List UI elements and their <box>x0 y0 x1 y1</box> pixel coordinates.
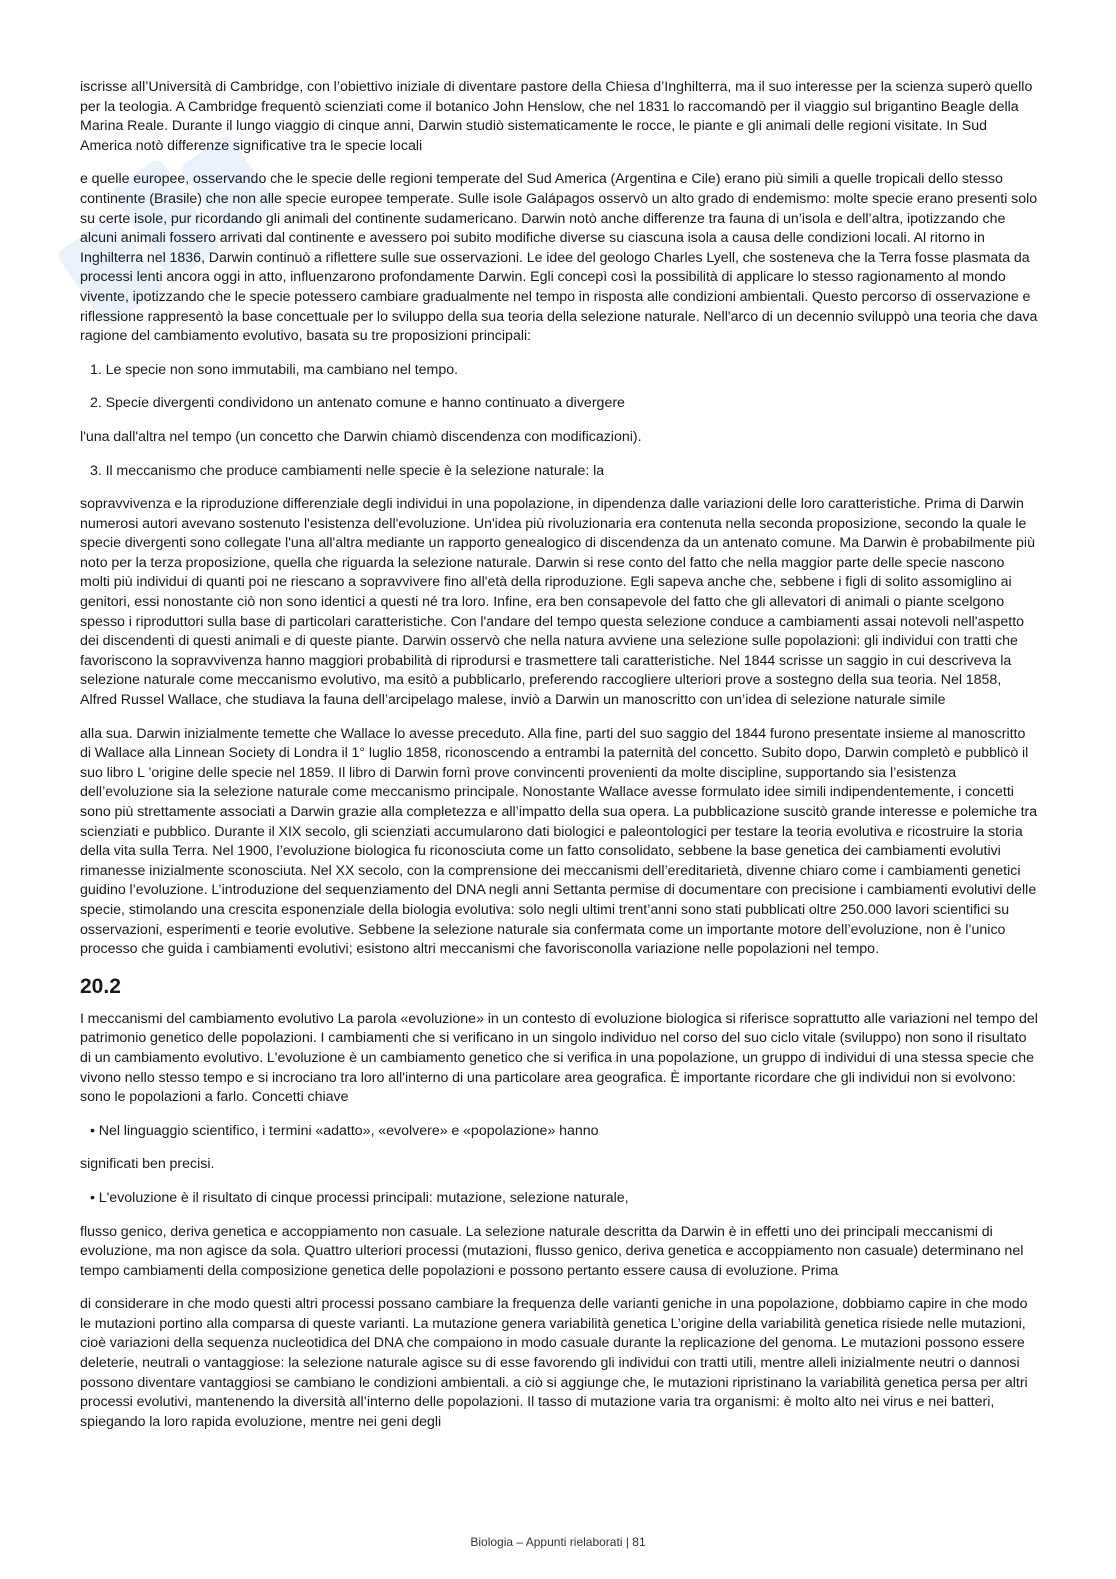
paragraph: e quelle europee, osservando che le specie delle regioni temperate del Sud America (Argentina e Cile) erano più simili a quelle tropicali dello stesso continente (Brasile) che non alle specie europee temperate. Sulle isole Galápagos osservò un alto grado di endemismo: molte specie erano presenti solo su certe isole, pur ricordando gli animali del continente sudamericano. Darwin notò anche differenze tra fauna di un’isola e dell’altra, ipotizzando che alcuni animali fossero arrivati dal continente e avessero poi subito modifiche diverse su ciascuna isola a causa delle condizioni locali. Al ritorno in Inghilterra nel 1836, Darwin continuò a riflettere sulle sue osservazioni. Le idee del geologo Charles Lyell, che sosteneva che la Terra fosse plasmata da processi lenti ancora oggi in atto, influenzarono profondamente Darwin. Egli concepì così la possibilità di applicare lo stesso ragionamento al mondo vivente, ipotizzando che le specie potessero cambiare gradualmente nel tempo in risposta alle condizioni ambientali. Questo percorso di osservazione e riflessione rappresentò la base concettuale per lo sviluppo della sua teoria della selezione naturale. Nell'arco di un decennio sviluppò una teoria che dava ragione del cambiamento evolutivo, basata su tre proposizioni principali: <box>80 171 1038 345</box>
paragraph: l'una dall'altra nel tempo (un concetto che Darwin chiamò discendenza con modificazioni). <box>80 428 642 445</box>
paragraph: alla sua. Darwin inizialmente temette che Wallace lo avesse preceduto. Alla fine, parti del suo saggio del 1844 furono presentate insieme al manoscritto di Wallace alla Linnean Society di Londra il 1° luglio 1858, riconoscendo a entrambi la paternità del concetto. Subito dopo, Darwin completò e pubblicò il suo libro L ’origine delle specie nel 1859. Il libro di Darwin fornì prove convincenti provenienti da molte discipline, supportando sia l’esistenza dell’evoluzione sia la selezione naturale come meccanismo principale. Nonostante Wallace avesse formulato idee simili indipendentemente, i concetti sono più strettamente associati a Darwin grazie alla completezza e all’impatto della sua opera. La pubblicazione suscitò grande interesse e polemiche tra scienziati e pubblico. Durante il XIX secolo, gli scienziati accumularono dati biologici e paleontologici per testare la teoria evolutiva e ricostruire la storia della vita sulla Terra. Nel 1900, l’evoluzione biologica fu riconosciuta come un fatto consolidato, sebbene la base genetica dei cambiamenti evolutivi rimanesse inizialmente sconosciuta. Nel XX secolo, con la comprensione dei meccanismi dell’ereditarietà, divenne chiaro come i cambiamenti genetici guidino l’evoluzione. L’introduzione del sequenziamento del DNA negli anni Settanta permise di documentare con precisione i cambiamenti evolutivi delle specie, stimolando una crescita esponenziale della biologia evolutiva: solo negli ultimi trent’anni sono stati pubblicati oltre 250.000 lavori scientifici su osservazioni, esperimenti e teorie evolutive. Sebbene la selezione naturale sia confermata come un importante motore dell’evoluzione, non è l’unico processo che guida i cambiamenti evolutivi; esistono altri meccanismi che favorisconolla variazione nelle popolazioni nel tempo. <box>80 725 1038 958</box>
document-body <box>80 78 1038 1446</box>
paragraph: significati ben precisi. <box>80 1156 215 1173</box>
paragraph: sopravvivenza e la riproduzione differenziale degli individui in una popolazione, in dipendenza dalle variazioni delle loro caratteristiche. Prima di Darwin numerosi autori avevano sostenuto l'esistenza dell'evoluzione. Un'idea più rivoluzionaria era contenuta nella seconda proposizione, secondo la quale le specie divergenti sono collegate l'una all'altra mediante un rapporto genealogico di discendenza da un antenato comune. Ma Darwin è probabilmente più noto per la terza proposizione, quella che riguarda la selezione naturale. Darwin si rese conto del fatto che nella maggior parte delle specie nascono molti più individui di quanti poi ne riescano a sopravvivere fino all'età della riproduzione. Egli sapeva anche che, sebbene i figli di solito assomiglino ai genitori, essi nonostante ciò non sono identici a questi né tra loro. Infine, era ben consapevole del fatto che gli allevatori di animali o piante scelgono spesso i riproduttori sulla base di particolari caratteristiche. Con l'andare del tempo questa selezione conduce a cambiamenti assai notevoli nell'aspetto dei discendenti di questi animali e di queste piante. Darwin osservò che nella natura avviene una selezione sulle popolazioni: gli individui con tratti che favoriscono la sopravvivenza hanno maggiori probabilità di riprodursi e trasmettere tali caratteristiche. Nel 1844 scrisse un saggio in cui descriveva la selezione naturale come meccanismo evolutivo, ma esitò a pubblicarlo, preferendo raccogliere ulteriori prove a sostegno della sua teoria. Nel 1858, Alfred Russel Wallace, che studiava la fauna dell’arcipelago malese, inviò a Darwin un manoscritto con un’idea di selezione naturale simile <box>80 496 1035 709</box>
list-item: 3. Il meccanismo che produce cambiamenti nelle specie è la selezione naturale: la <box>90 462 605 479</box>
page-footer: Biologia – Appunti rielaborati | 81 <box>470 1535 646 1549</box>
section-heading: 20.2 <box>80 974 121 998</box>
list-item: • Nel linguaggio scientifico, i termini «adatto», «evolvere» e «popolazione» hanno <box>90 1122 599 1139</box>
paragraph: di considerare in che modo questi altri processi possano cambiare la frequenza delle varianti geniche in una popolazione, dobbiamo capire in che modo le mutazioni portino alla comparsa di queste varianti. La mutazione genera variabilità genetica L’origine della variabilità genetica risiede nelle mutazioni, cioè variazioni della sequenza nucleotidica del DNA che compaiono in modo casuale durante la replicazione del genoma. Le mutazioni possono essere deleterie, neutrali o vantaggiose: la selezione naturale agisce su di esse favorendo gli individui con tratti utili, mentre alleli inizialmente neutri o dannosi possono diventare vantaggiosi se cambiano le condizioni ambientali. a ciò si aggiunge che, le mutazioni ripristinano la variabilità genetica persa per altri processi evolutivi, mantenendo la diversità all’interno delle popolazioni. Il tasso di mutazione varia tra organismi: è molto alto nei virus e nei batteri, spiegando la loro rapida evoluzione, mentre nei geni degli <box>80 1296 1028 1430</box>
paragraph: iscrisse all’Università di Cambridge, con l’obiettivo iniziale di diventare pastore della Chiesa d’Inghilterra, ma il suo interesse per la scienza superò quello per la teologia. A Cambridge frequentò scienziati come il botanico John Henslow, che nel 1831 lo raccomandò per il viaggio sul brigantino Beagle della Marina Reale. Durante il lungo viaggio di cinque anni, Darwin studiò sistematicamente le rocce, le piante e gli animali delle regioni visitate. In Sud America notò differenze significative tra le specie locali <box>80 79 1033 154</box>
list-item: 1. Le specie non sono immutabili, ma cambiano nel tempo. <box>90 361 459 378</box>
paragraph: flusso genico, deriva genetica e accoppiamento non casuale. La selezione naturale descritta da Darwin è in effetti uno dei principali meccanismi di evoluzione, ma non agisce da sola. Quattro ulteriori processi (mutazioni, flusso genico, deriva genetica e accoppiamento non casuale) determinano nel tempo cambiamenti della composizione genetica delle popolazioni e possono pertanto essere causa di evoluzione. Prima <box>80 1223 1024 1279</box>
paragraph: I meccanismi del cambiamento evolutivo La parola «evoluzione» in un contesto di evoluzione biologica si riferisce soprattutto alle variazioni nel tempo del patrimonio genetico delle popolazioni. I cambiamenti che si verificano in un singolo individuo nel corso del suo ciclo vitale (sviluppo) non sono il risultato di un cambiamento evolutivo. L'evoluzione è un cambiamento genetico che si verifica in una popolazione, un gruppo di individui di una stessa specie che vivono nello stesso tempo e si incrociano tra loro all'interno di una particolare area geografica. È importante ricordare che gli individui non si evolvono: sono le popolazioni a farlo. Concetti chiave <box>80 1010 1038 1106</box>
list-item: • L'evoluzione è il risultato di cinque processi principali: mutazione, selezione naturale, <box>90 1189 629 1206</box>
list-item: 2. Specie divergenti condividono un antenato comune e hanno continuato a divergere <box>90 395 625 412</box>
